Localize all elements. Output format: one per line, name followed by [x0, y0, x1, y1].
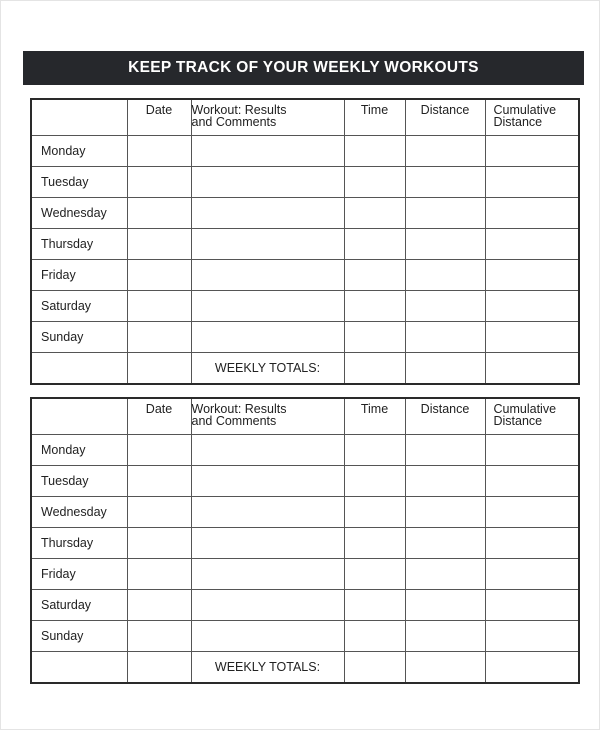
date-cell[interactable]	[127, 167, 191, 198]
day-label: Thursday	[31, 229, 127, 260]
cumulative-cell[interactable]	[485, 291, 579, 322]
time-header: Time	[344, 99, 405, 136]
table-row	[31, 198, 579, 229]
table-row	[31, 435, 579, 466]
cumulative-total-cell[interactable]	[485, 652, 579, 684]
day-label: Thursday	[31, 528, 127, 559]
weekly-log-table	[30, 98, 580, 385]
cumulative-header-line2: Distance	[493, 115, 543, 129]
date-cell[interactable]	[127, 229, 191, 260]
cumulative-cell[interactable]	[485, 590, 579, 621]
date-cell[interactable]	[127, 198, 191, 229]
table-row	[31, 260, 579, 291]
cumulative-header	[485, 398, 579, 435]
blank-cell	[127, 353, 191, 385]
table-row	[31, 621, 579, 652]
distance-header: Distance	[405, 398, 485, 435]
day-label: Monday	[31, 435, 127, 466]
date-cell[interactable]	[127, 559, 191, 590]
workout-cell[interactable]	[191, 466, 344, 497]
cumulative-header-line2: Distance	[493, 414, 543, 428]
table-row	[31, 229, 579, 260]
table-row	[31, 497, 579, 528]
distance-cell[interactable]	[405, 559, 485, 590]
distance-cell[interactable]	[405, 590, 485, 621]
day-label: Tuesday	[31, 167, 127, 198]
date-cell[interactable]	[127, 466, 191, 497]
blank-cell	[127, 652, 191, 684]
table-row	[31, 466, 579, 497]
distance-cell[interactable]	[405, 322, 485, 353]
workout-cell[interactable]	[191, 497, 344, 528]
time-cell[interactable]	[344, 497, 405, 528]
date-cell[interactable]	[127, 621, 191, 652]
distance-cell[interactable]	[405, 136, 485, 167]
cumulative-header-line1: Cumulative	[493, 103, 557, 117]
distance-cell[interactable]	[405, 528, 485, 559]
time-total-cell[interactable]	[344, 652, 405, 684]
time-cell[interactable]	[344, 260, 405, 291]
cumulative-cell[interactable]	[485, 198, 579, 229]
distance-cell[interactable]	[405, 291, 485, 322]
cumulative-header	[485, 99, 579, 136]
time-cell[interactable]	[344, 621, 405, 652]
day-label: Wednesday	[31, 198, 127, 229]
page-title: KEEP TRACK OF YOUR WEEKLY WORKOUTS	[23, 51, 584, 85]
time-cell[interactable]	[344, 435, 405, 466]
distance-cell[interactable]	[405, 167, 485, 198]
table-row	[31, 136, 579, 167]
date-cell[interactable]	[127, 260, 191, 291]
cumulative-cell[interactable]	[485, 466, 579, 497]
time-cell[interactable]	[344, 528, 405, 559]
cumulative-cell[interactable]	[485, 136, 579, 167]
table-row	[31, 528, 579, 559]
workout-cell[interactable]	[191, 559, 344, 590]
cumulative-cell[interactable]	[485, 621, 579, 652]
workout-cell[interactable]	[191, 198, 344, 229]
time-cell[interactable]	[344, 322, 405, 353]
workout-cell[interactable]	[191, 528, 344, 559]
day-label: Wednesday	[31, 497, 127, 528]
table-row	[31, 291, 579, 322]
corner-cell	[31, 398, 127, 435]
time-cell[interactable]	[344, 590, 405, 621]
time-cell[interactable]	[344, 466, 405, 497]
weekly-totals-label: WEEKLY TOTALS:	[191, 353, 344, 385]
weekly-log-table	[30, 397, 580, 684]
distance-cell[interactable]	[405, 497, 485, 528]
workout-cell[interactable]	[191, 435, 344, 466]
cumulative-cell[interactable]	[485, 229, 579, 260]
distance-total-cell[interactable]	[405, 652, 485, 684]
date-cell[interactable]	[127, 590, 191, 621]
totals-row	[31, 652, 579, 684]
date-cell[interactable]	[127, 322, 191, 353]
time-cell[interactable]	[344, 167, 405, 198]
cumulative-cell[interactable]	[485, 528, 579, 559]
workout-header-line1: Workout: Results	[191, 103, 287, 117]
cumulative-cell[interactable]	[485, 260, 579, 291]
day-label: Friday	[31, 559, 127, 590]
date-header: Date	[127, 398, 191, 435]
day-label: Sunday	[31, 322, 127, 353]
blank-cell	[31, 353, 127, 385]
cumulative-cell[interactable]	[485, 497, 579, 528]
weekly-totals-label: WEEKLY TOTALS:	[191, 652, 344, 684]
day-label: Tuesday	[31, 466, 127, 497]
workout-header-line2: and Comments	[191, 115, 277, 129]
date-cell[interactable]	[127, 291, 191, 322]
table-row	[31, 590, 579, 621]
distance-cell[interactable]	[405, 198, 485, 229]
day-label: Friday	[31, 260, 127, 291]
date-cell[interactable]	[127, 528, 191, 559]
distance-cell[interactable]	[405, 466, 485, 497]
corner-cell	[31, 99, 127, 136]
workout-header-line1: Workout: Results	[191, 402, 287, 416]
workout-header	[191, 398, 344, 435]
workout-cell[interactable]	[191, 621, 344, 652]
distance-cell[interactable]	[405, 260, 485, 291]
time-cell[interactable]	[344, 136, 405, 167]
header-row	[31, 99, 579, 136]
distance-total-cell[interactable]	[405, 353, 485, 385]
time-cell[interactable]	[344, 291, 405, 322]
day-label: Saturday	[31, 590, 127, 621]
workout-cell[interactable]	[191, 167, 344, 198]
day-label: Saturday	[31, 291, 127, 322]
cumulative-header-line1: Cumulative	[493, 402, 557, 416]
distance-cell[interactable]	[405, 435, 485, 466]
time-cell[interactable]	[344, 559, 405, 590]
date-cell[interactable]	[127, 497, 191, 528]
cumulative-cell[interactable]	[485, 435, 579, 466]
workout-cell[interactable]	[191, 322, 344, 353]
day-label: Sunday	[31, 621, 127, 652]
date-header: Date	[127, 99, 191, 136]
time-total-cell[interactable]	[344, 353, 405, 385]
cumulative-total-cell[interactable]	[485, 353, 579, 385]
time-header: Time	[344, 398, 405, 435]
workout-cell[interactable]	[191, 590, 344, 621]
day-label: Monday	[31, 136, 127, 167]
cumulative-cell[interactable]	[485, 167, 579, 198]
table-row	[31, 559, 579, 590]
distance-header: Distance	[405, 99, 485, 136]
cumulative-cell[interactable]	[485, 322, 579, 353]
workout-cell[interactable]	[191, 260, 344, 291]
totals-row	[31, 353, 579, 385]
table-row	[31, 322, 579, 353]
cumulative-cell[interactable]	[485, 559, 579, 590]
workout-header-line2: and Comments	[191, 414, 277, 428]
workout-header	[191, 99, 344, 136]
distance-cell[interactable]	[405, 621, 485, 652]
blank-cell	[31, 652, 127, 684]
date-cell[interactable]	[127, 435, 191, 466]
time-cell[interactable]	[344, 229, 405, 260]
workout-cell[interactable]	[191, 229, 344, 260]
time-cell[interactable]	[344, 198, 405, 229]
workout-cell[interactable]	[191, 291, 344, 322]
distance-cell[interactable]	[405, 229, 485, 260]
date-cell[interactable]	[127, 136, 191, 167]
table-row	[31, 167, 579, 198]
header-row	[31, 398, 579, 435]
workout-cell[interactable]	[191, 136, 344, 167]
